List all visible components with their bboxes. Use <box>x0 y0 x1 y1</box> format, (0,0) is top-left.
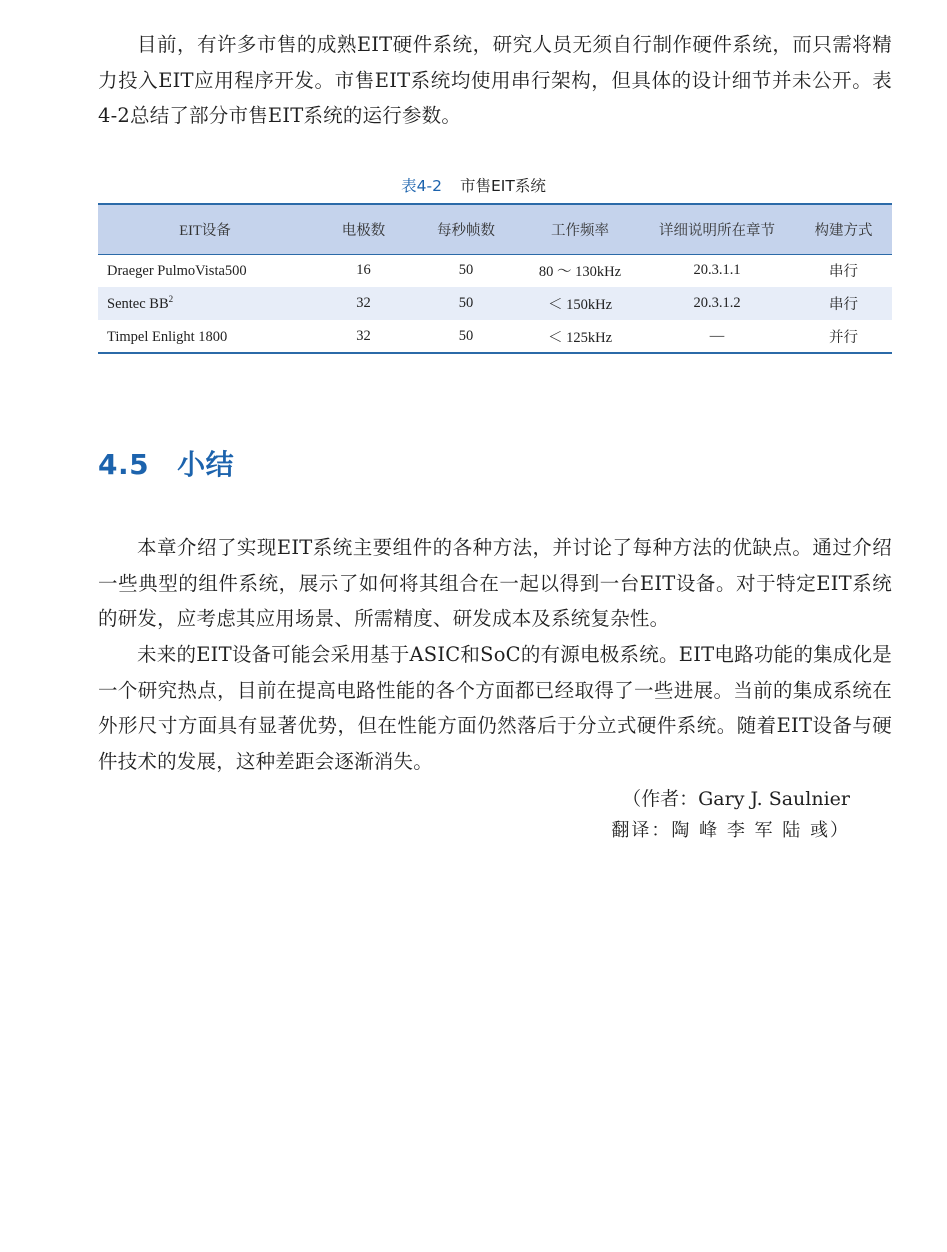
summary-paragraph: 本章介绍了实现EIT系统主要组件的各种方法，并讨论了每种方法的优缺点。通过介绍一些典型的组件系统，展示了如何将其组合在一起以得到一台EIT设备。对于特定EIT系统的研发，应考虑其应用场景、所需精度、研发成本及系统复杂性。 <box>98 536 892 630</box>
cell-fps: 50 <box>458 295 474 311</box>
cell-device: Timpel Enlight 1800 <box>107 328 228 345</box>
header-device: EIT设备 <box>98 204 316 254</box>
translator-attribution: 翻译：陶 峰 李 军 陆 彧） <box>611 820 850 841</box>
cell-electrodes: 32 <box>356 295 371 311</box>
commercial-eit-table <box>98 203 892 354</box>
header-fps: 每秒帧数 <box>411 204 521 254</box>
section-number: 4.5 <box>98 448 150 481</box>
table-caption-title: 市售EIT系统 <box>459 177 546 195</box>
intro-paragraph: 目前，有许多市售的成熟EIT硬件系统，研究人员无须自行制作硬件系统，而只需将精力投入EIT应用程序开发。市售EIT系统均使用串行架构，但具体的设计细节并未公开。表4-2总结了部分市售EIT系统的运行参数。 <box>98 33 892 127</box>
cell-device: Draeger PulmoVista500 <box>107 263 247 280</box>
section-title: 小结 <box>177 448 235 481</box>
cell-section: 20.3.1.2 <box>693 295 741 311</box>
table-row <box>98 320 892 353</box>
cell-fps: 50 <box>458 327 474 344</box>
cell-architecture: 并行 <box>829 329 858 346</box>
cell-architecture: 串行 <box>829 297 858 313</box>
table-row <box>98 287 892 320</box>
cell-frequency: ＜ 150kHz <box>547 297 613 313</box>
cell-fps: 50 <box>458 262 474 279</box>
summary-paragraph: 未来的EIT设备可能会采用基于ASIC和SoC的有源电极系统。EIT电路功能的集成化是一个研究热点，目前在提高电路性能的各个方面都已经取得了一些进展。当前的集成系统在外形尺寸方面具有显著优势，但在性能方面仍然落后于分立式硬件系统。随着EIT设备与硬件技术的发展，这种差距会逐渐消失。 <box>98 643 892 773</box>
cell-electrodes: 32 <box>356 327 371 344</box>
cell-section: 20.3.1.1 <box>693 262 741 279</box>
author-attribution: （作者：Gary J. Saulnier <box>622 788 850 810</box>
section-heading <box>98 443 234 483</box>
cell-frequency: 80 ～ 130kHz <box>538 264 622 281</box>
header-section: 详细说明所在章节 <box>639 204 795 254</box>
table-header-row <box>98 204 892 254</box>
header-electrodes: 电极数 <box>316 204 411 254</box>
cell-electrodes: 16 <box>356 262 371 279</box>
table-caption-number: 表4-2 <box>401 177 442 195</box>
cell-architecture: 串行 <box>829 264 858 281</box>
cell-frequency: ＜ 125kHz <box>547 329 613 346</box>
table-caption <box>0 174 947 196</box>
table-row <box>98 254 892 287</box>
cell-device: Sentec $BB^2$ <box>107 294 174 312</box>
header-frequency: 工作频率 <box>521 204 639 254</box>
header-architecture: 构建方式 <box>795 204 892 254</box>
cell-section: — <box>709 327 725 344</box>
